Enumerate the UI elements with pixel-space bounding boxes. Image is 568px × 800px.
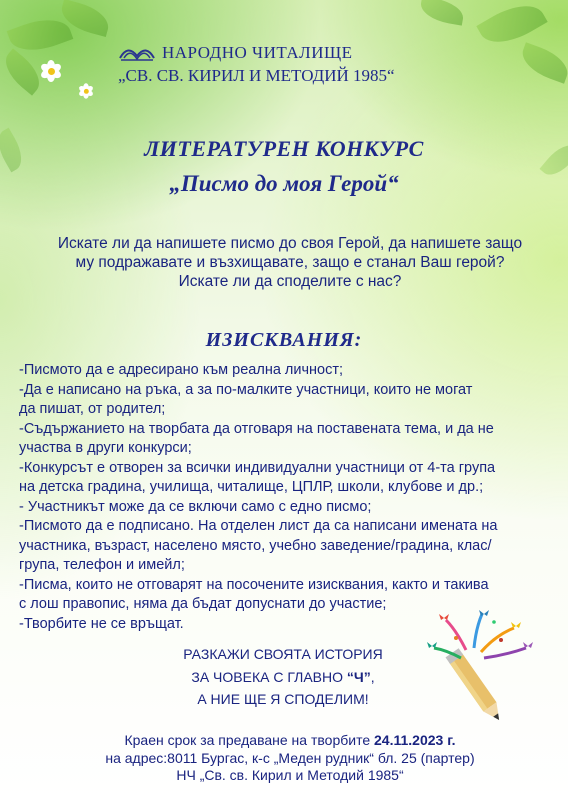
requirement-line: -Писма, които не отговарят на посочените изисквания, както и такива (19, 576, 489, 593)
intro-paragraph (40, 234, 540, 291)
intro-line: му подражавате и възхищавате, защо е станал Ваш герой? (75, 254, 505, 271)
pencil-butterflies-icon (426, 610, 536, 730)
requirements-list (19, 361, 559, 634)
requirement-line: - Участникът може да се включи само с едно писмо; (19, 498, 372, 515)
requirement-line: участва в други конкурси; (19, 440, 192, 456)
org-name-line1: НАРОДНО ЧИТАЛИЩЕ (162, 43, 353, 62)
daisy-icon (40, 60, 62, 82)
address-line: на адрес:8011 Бургас, к-с „Меден рудник“ бл. 25 (партер) (105, 749, 475, 766)
requirements-heading: ИЗИСКВАНИЯ: (205, 329, 363, 351)
requirement-line: -Писмото да е адресирано към реална личност; (19, 362, 344, 378)
slogan-line3: А НИЕ ЩЕ Я СПОДЕЛИМ! (197, 691, 369, 707)
requirement-line: с лош правопис, няма да бъдат допуснати до участие; (19, 596, 387, 612)
slogan-block (148, 643, 418, 711)
requirement-line: -Конкурсът е отворен за всички индивидуални участници от 4-та група (19, 459, 496, 476)
slogan-line2-comma: , (370, 668, 375, 685)
footer-org-line: НЧ „Св. св. Кирил и Методий 1985“ (176, 767, 404, 783)
slogan-quote-ch: “Ч” (346, 668, 371, 685)
deadline-date: 24.11.2023 г. (374, 732, 456, 748)
intro-line: Искате ли да споделите с нас? (178, 273, 402, 290)
requirement-line: -Съдържанието на творбата да отговаря на поставената тема, и да не (19, 420, 494, 437)
slogan-line2 (148, 666, 418, 689)
requirement-line: -Писмото да е подписано. На отделен лист да са написани имената на (19, 518, 498, 534)
deadline-line (40, 732, 540, 750)
requirement-line: -Творбите не се връщат. (19, 615, 184, 632)
slogan-line2-text: ЗА ЧОВЕКА С ГЛАВНО (191, 668, 347, 685)
book-logo-icon (118, 40, 156, 62)
leaf-decoration (418, 0, 465, 26)
contest-title: ЛИТЕРАТУРЕН КОНКУРС (144, 136, 424, 161)
org-name-line2: „СВ. СВ. КИРИЛ И МЕТОДИЙ 1985“ (118, 66, 395, 85)
requirement-line: участника, възраст, населено място, учебно заведение/градина, клас/ (19, 537, 492, 554)
requirement-line: -Да е написано на ръка, а за по-малките участници, които не могат (19, 381, 473, 398)
requirement-line: на детска градина, училища, читалище, ЦПЛР, школи, клубове и др.; (19, 479, 484, 495)
intro-line: Искате ли да напишете писмо до своя Герой, да напишете защо (57, 235, 523, 252)
requirement-line: да пишат, от родител; (19, 401, 166, 417)
leaf-decoration (517, 42, 568, 84)
slogan-line1: РАЗКАЖИ СВОЯТА ИСТОРИЯ (183, 646, 383, 662)
footer-info (40, 732, 540, 785)
requirement-line: група, телефон и имейл; (19, 557, 185, 573)
daisy-icon (78, 83, 93, 98)
contest-subtitle: „Писмо до моя Герой“ (169, 171, 399, 196)
deadline-label: Краен срок за предаване на творбите (124, 732, 375, 748)
